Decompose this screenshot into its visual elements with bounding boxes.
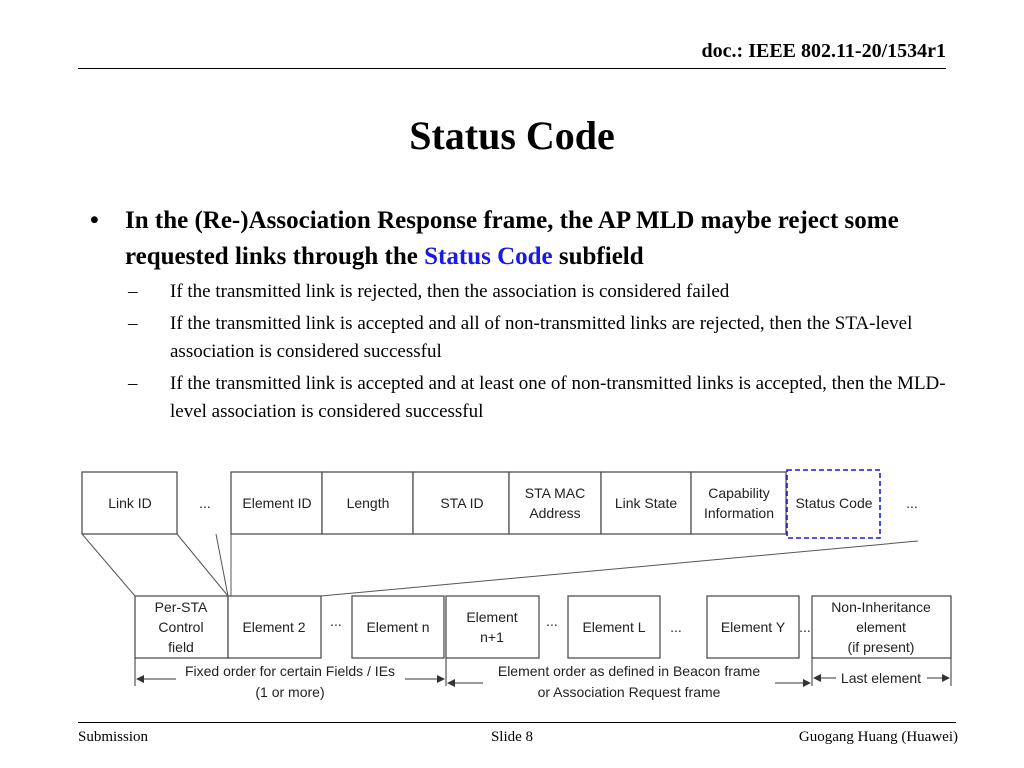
element-order-label-2: or Association Request frame (537, 684, 721, 700)
capability-label-1: Capability (708, 485, 770, 501)
bullet-marker: • (90, 207, 99, 234)
sub-bullet-text: If the transmitted link is rejected, then the association is considered failed (170, 281, 730, 302)
ellipsis-label: ... (799, 619, 811, 635)
element-n1-label-1: Element (466, 609, 518, 625)
bullet-text-after: subfield (552, 243, 644, 270)
element-y-label: Element Y (720, 619, 786, 635)
slide-title: Status Code (409, 113, 615, 158)
link-state-label: Link State (614, 495, 678, 511)
per-sta-label-1: Per-STA (154, 599, 208, 615)
sta-mac-label-2: Address (529, 505, 581, 521)
ellipsis-label: ... (670, 619, 682, 635)
capability-label-2: Information (703, 505, 775, 521)
element-n1-label-2: n+1 (480, 629, 504, 645)
sta-id-label: STA ID (440, 495, 484, 511)
ellipsis-label: ... (546, 613, 558, 629)
status-code-label: Status Code (795, 495, 873, 511)
sub-bullet-marker: – (128, 313, 138, 334)
fixed-order-label-1: Fixed order for certain Fields / IEs (184, 663, 396, 679)
footer-slide-number: Slide 8 (490, 729, 534, 745)
capability-box (691, 472, 786, 534)
sub-bullet-marker: – (128, 373, 138, 394)
ellipsis-end-label: ... (906, 495, 918, 511)
sub-bullet-text: If the transmitted link is accepted and at least one of non-transmitted links is accepted, then the MLD-level association is considered successful (170, 373, 946, 422)
element-l-label: Element L (582, 619, 646, 635)
element-2-label: Element 2 (242, 619, 306, 635)
per-sta-label-3: field (168, 639, 194, 655)
element-order-label-1: Element order as defined in Beacon frame (497, 663, 761, 679)
footer-author: Guogang Huang (Huawei) (798, 729, 958, 745)
sub-bullet-marker: – (128, 281, 138, 302)
ellipsis-label: ... (199, 495, 211, 511)
sub-bullet-text: If the transmitted link is accepted and all of non-transmitted links are rejected, then the STA-level association is considered successful (170, 313, 913, 362)
fixed-order-label-2: (1 or more) (255, 684, 325, 700)
link-id-label: Link ID (108, 495, 152, 511)
non-inheritance-label-1: Non-Inheritance (831, 599, 931, 615)
non-inheritance-label-2: element (856, 619, 906, 635)
ellipsis-label: ... (330, 613, 342, 629)
document-id: doc.: IEEE 802.11-20/1534r1 (701, 40, 946, 62)
element-n-label: Element n (366, 619, 430, 635)
footer-submission: Submission (78, 729, 149, 745)
length-label: Length (346, 495, 390, 511)
element-n1-box (446, 596, 539, 658)
sta-mac-box (509, 472, 601, 534)
bullet-text-before: In the (Re-)Association Response frame, the AP MLD maybe reject some requested links through the (125, 207, 899, 270)
non-inheritance-label-3: (if present) (847, 639, 915, 655)
status-code-highlight: Status Code (424, 243, 553, 270)
element-id-label: Element ID (242, 495, 312, 511)
last-element-label: Last element (840, 670, 922, 686)
footer-divider (78, 722, 956, 723)
per-sta-label-2: Control (158, 619, 204, 635)
sta-mac-label-1: STA MAC (524, 485, 586, 501)
